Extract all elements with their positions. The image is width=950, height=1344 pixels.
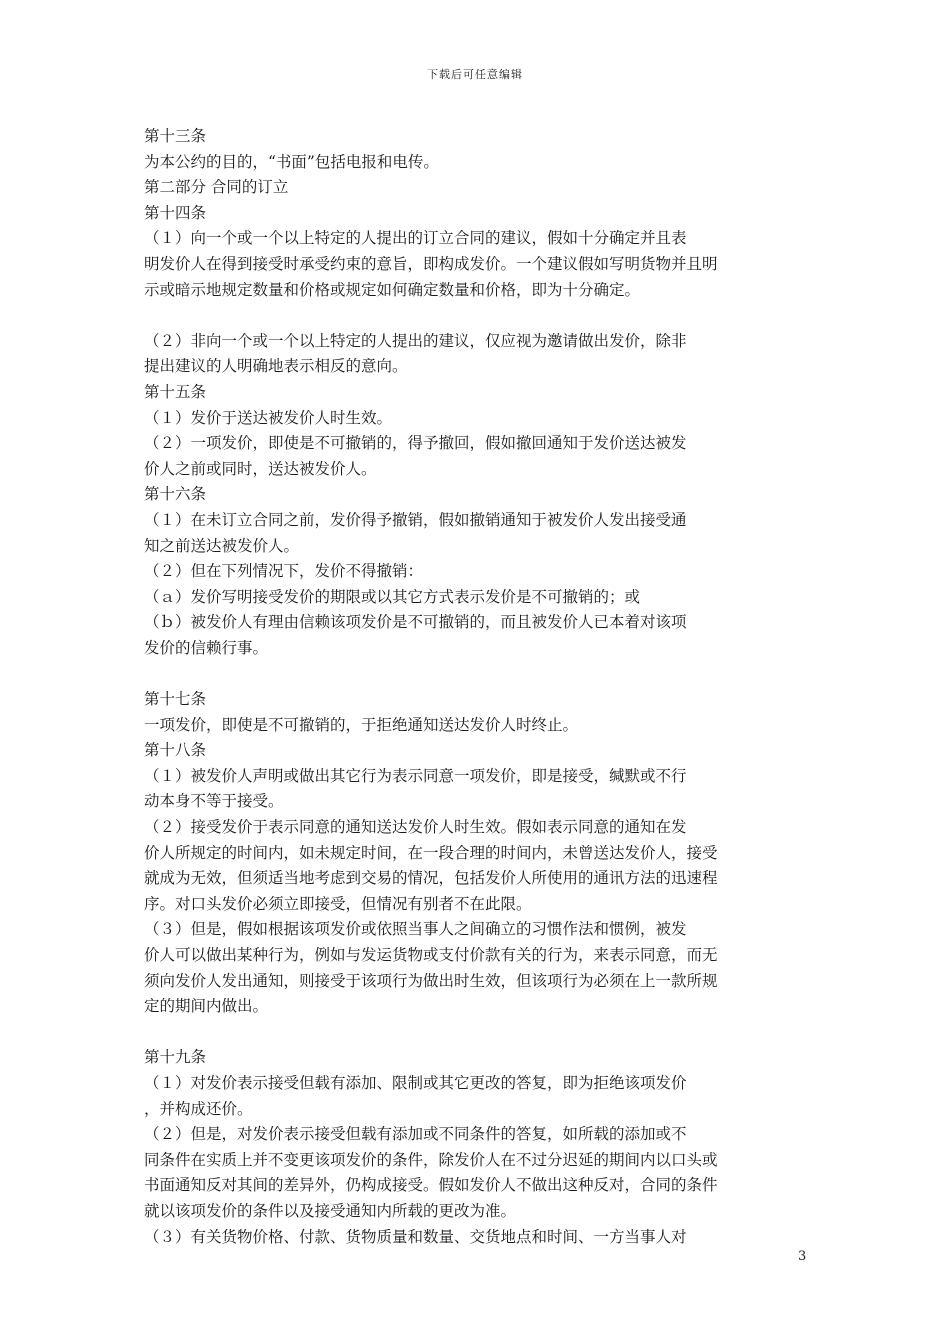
text-line: （ｂ）被发价人有理由信赖该项发价是不可撤销的，而且被发价人已本着对该项 <box>144 613 687 632</box>
text-line: 第十三条 <box>144 127 207 145</box>
text-line: （２）但在下列情况下，发价不得撤销： <box>144 562 424 581</box>
text-line: 序。对口头发价必须立即接受，但情况有别者不在此限。 <box>144 894 532 913</box>
text-line: ，并构成还价。 <box>144 1099 253 1118</box>
text-line: （２）但是，对发价表示接受但载有添加或不同条件的答复，如所载的添加或不 <box>144 1125 687 1144</box>
text-line: 书面通知反对其间的差异外，仍构成接受。假如发价人不做出这种反对，合同的条件 <box>144 1176 718 1195</box>
text-line: 一项发价，即使是不可撤销的，于拒绝通知送达发价人时终止。 <box>144 715 579 734</box>
text-line: 价人可以做出某种行为，例如与发运货物或支付价款有关的行为，来表示同意，而无 <box>144 946 718 964</box>
page-header: 下载后可任意编辑 <box>427 68 523 81</box>
text-line: 明发价人在得到接受时承受约束的意旨，即构成发价。一个建议假如写明货物并且明 <box>144 254 718 273</box>
text-line: 第十八条 <box>144 741 207 760</box>
paragraph-gap <box>144 303 784 329</box>
paragraph-gap <box>144 661 784 687</box>
text-line: （１）向一个或一个以上特定的人提出的订立合同的建议，假如十分确定并且表 <box>144 229 687 248</box>
text-line: （２）接受发价于表示同意的通知送达发价人时生效。假如表示同意的通知在发 <box>144 818 687 837</box>
text-line: 第十九条 <box>144 1048 207 1067</box>
text-line: 价人所规定的时间内，如未规定时间，在一段合理的时间内，未曾送达发价人，接受 <box>144 843 718 862</box>
text-line: 第十五条 <box>144 382 207 401</box>
text-line: 第二部分 合同的订立 <box>144 178 289 197</box>
text-line: 发价的信赖行事。 <box>144 638 269 657</box>
text-line: 示或暗示地规定数量和价格或规定如何确定数量和价格，即为十分确定。 <box>144 280 641 299</box>
text-line: 第十七条 <box>144 690 207 709</box>
text-line: 就以该项发价的条件以及接受通知内所载的更改为准。 <box>144 1201 517 1220</box>
text-line: （１）在未订立合同之前，发价得予撤销，假如撤销通知于被发价人发出接受通 <box>144 510 687 529</box>
text-line: 第十六条 <box>144 485 207 504</box>
text-line: （１）被发价人声明或做出其它行为表示同意一项发价，即是接受，缄默或不行 <box>144 766 687 785</box>
text-line: （１）发价于送达被发价人时生效。 <box>144 408 393 427</box>
document-body <box>144 124 784 1250</box>
text-line: 提出建议的人明确地表示相反的意向。 <box>144 357 408 376</box>
text-line: （ａ）发价写明接受发价的期限或以其它方式表示发价是不可撤销的；或 <box>144 587 641 606</box>
text-line: 为本公约的目的，“书面”包括电报和电传。 <box>144 152 439 171</box>
text-line: （３）有关货物价格、付款、货物质量和数量、交货地点和时间、一方当事人对 <box>144 1227 687 1246</box>
text-line: （２）一项发价，即使是不可撤销的，得予撤回，假如撤回通知于发价送达被发 <box>144 434 687 453</box>
text-line: 须向发价人发出通知，则接受于该项行为做出时生效，但该项行为必须在上一款所规 <box>144 971 718 990</box>
text-line: （３）但是，假如根据该项发价或依照当事人之间确立的习惯作法和惯例，被发 <box>144 920 687 939</box>
text-line: 知之前送达被发价人。 <box>144 536 300 555</box>
text-line: 同条件在实质上并不变更该项发价的条件，除发价人在不过分迟延的期间内以口头或 <box>144 1150 718 1169</box>
text-line: 定的期间内做出。 <box>144 997 269 1016</box>
text-line: 动本身不等于接受。 <box>144 792 284 811</box>
text-line: （２）非向一个或一个以上特定的人提出的建议，仅应视为邀请做出发价，除非 <box>144 331 687 350</box>
text-line: 价人之前或同时，送达被发价人。 <box>144 459 377 478</box>
paragraph-gap <box>144 1020 784 1046</box>
text-line: 就成为无效，但须适当地考虑到交易的情况，包括发价人所使用的通讯方法的迅速程 <box>144 869 718 888</box>
page-number: 3 <box>798 1249 807 1264</box>
text-line: 第十四条 <box>144 203 207 222</box>
text-line: （１）对发价表示接受但载有添加、限制或其它更改的答复，即为拒绝该项发价 <box>144 1073 687 1092</box>
